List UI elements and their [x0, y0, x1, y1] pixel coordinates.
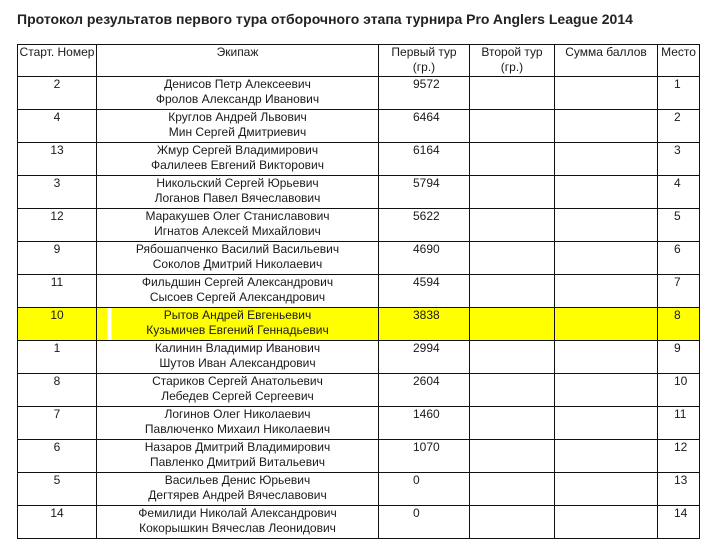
- cell-round2: [470, 506, 555, 539]
- crew-member-2: Соколов Дмитрий Николаевич: [152, 257, 323, 271]
- cell-crew: [97, 407, 379, 440]
- cell-round2: [470, 209, 555, 242]
- table-body: [18, 77, 700, 539]
- cell-place: 14: [658, 506, 700, 539]
- cell-sum: [555, 341, 658, 374]
- crew-member-2: Логанов Павел Вячеславович: [154, 191, 321, 205]
- cell-start-number: 14: [18, 506, 97, 539]
- header-start-number: Старт. Номер: [18, 45, 97, 77]
- table-row: [18, 176, 700, 209]
- cell-round1: 3838: [379, 308, 470, 341]
- results-table: [17, 44, 700, 539]
- crew-member-2: Игнатов Алексей Михайлович: [154, 224, 321, 238]
- cell-crew: [97, 341, 379, 374]
- cell-crew: [97, 275, 379, 308]
- cell-round1: 5794: [379, 176, 470, 209]
- cell-round2: [470, 473, 555, 506]
- table-row: [18, 473, 700, 506]
- cell-start-number: 3: [18, 176, 97, 209]
- cell-round1: 4690: [379, 242, 470, 275]
- cell-start-number: 6: [18, 440, 97, 473]
- table-row: [18, 110, 700, 143]
- cell-crew: [97, 374, 379, 407]
- crew-member-1: Круглов Андрей Львович: [168, 110, 307, 124]
- cell-start-number: 11: [18, 275, 97, 308]
- cell-place: 2: [658, 110, 700, 143]
- table-header-row: [18, 45, 700, 77]
- cell-crew: [97, 77, 379, 110]
- cell-place: 1: [658, 77, 700, 110]
- cell-round1: 9572: [379, 77, 470, 110]
- cell-round1: 5622: [379, 209, 470, 242]
- crew-member-1: Маракушев Олег Станиславович: [145, 209, 330, 223]
- table-row: [18, 341, 700, 374]
- cell-sum: [555, 275, 658, 308]
- crew-member-2: Павленко Дмитрий Витальевич: [149, 455, 326, 469]
- crew-member-1: Калинин Владимир Иванович: [154, 341, 321, 355]
- table-row: [18, 77, 700, 110]
- crew-member-2: Кузьмичев Евгений Геннадьевич: [146, 323, 329, 337]
- cell-round1: 6164: [379, 143, 470, 176]
- cell-crew: [97, 143, 379, 176]
- cell-sum: [555, 176, 658, 209]
- table-row: [18, 209, 700, 242]
- cell-crew: [97, 242, 379, 275]
- cell-start-number: 13: [18, 143, 97, 176]
- cell-place: 12: [658, 440, 700, 473]
- cell-sum: [555, 308, 658, 341]
- cell-place: 10: [658, 374, 700, 407]
- cell-place: 3: [658, 143, 700, 176]
- crew-member-1: Жмур Сергей Владимирович: [156, 143, 319, 157]
- cell-round1: 0: [379, 506, 470, 539]
- header-round2: Второй тур (гр.): [470, 45, 555, 77]
- cell-place: 5: [658, 209, 700, 242]
- cell-place: 4: [658, 176, 700, 209]
- crew-member-1: Назаров Дмитрий Владимирович: [144, 440, 331, 454]
- crew-member-1: Рытов Андрей Евгеньевич: [163, 308, 312, 322]
- cell-sum: [555, 209, 658, 242]
- table-row: [18, 407, 700, 440]
- cell-start-number: 9: [18, 242, 97, 275]
- crew-member-2: Мин Сергей Дмитриевич: [168, 125, 307, 139]
- cell-start-number: 5: [18, 473, 97, 506]
- table-row: [18, 242, 700, 275]
- table-row-highlighted: [18, 308, 700, 341]
- cell-place: 6: [658, 242, 700, 275]
- cell-round1: 6464: [379, 110, 470, 143]
- crew-member-2: Кокорышкин Вячеслав Леонидович: [139, 521, 336, 535]
- cell-round2: [470, 77, 555, 110]
- cell-round2: [470, 242, 555, 275]
- table-row: [18, 440, 700, 473]
- table-row: [18, 143, 700, 176]
- header-place: Место: [658, 45, 700, 77]
- cell-start-number: 12: [18, 209, 97, 242]
- cell-sum: [555, 143, 658, 176]
- cell-sum: [555, 77, 658, 110]
- header-crew: Экипаж: [97, 45, 379, 77]
- cell-round1: 2604: [379, 374, 470, 407]
- cell-round2: [470, 275, 555, 308]
- cell-round1: 0: [379, 473, 470, 506]
- cell-round1: 4594: [379, 275, 470, 308]
- table-row: [18, 374, 700, 407]
- cell-round1: 1070: [379, 440, 470, 473]
- crew-member-2: Сысоев Сергей Александрович: [149, 290, 326, 304]
- crew-member-2: Шутов Иван Александрович: [159, 356, 316, 370]
- crew-member-1: Никольский Сергей Юрьевич: [156, 176, 319, 190]
- cell-sum: [555, 407, 658, 440]
- cell-sum: [555, 110, 658, 143]
- cell-crew: [97, 308, 379, 341]
- cell-place: 7: [658, 275, 700, 308]
- crew-member-1: Фильдшин Сергей Александрович: [141, 275, 334, 289]
- cell-round2: [470, 374, 555, 407]
- cell-crew: [97, 110, 379, 143]
- cell-round1: 2994: [379, 341, 470, 374]
- cell-start-number: 7: [18, 407, 97, 440]
- cell-crew: [97, 209, 379, 242]
- crew-member-1: Стариков Сергей Анатольевич: [152, 374, 323, 388]
- cell-round2: [470, 341, 555, 374]
- crew-member-2: Фалилеев Евгений Викторович: [151, 158, 324, 172]
- cell-round2: [470, 308, 555, 341]
- cell-sum: [555, 440, 658, 473]
- cell-sum: [555, 374, 658, 407]
- crew-member-1: Рябошапченко Василий Васильевич: [135, 242, 340, 256]
- cell-round1: 1460: [379, 407, 470, 440]
- cell-round2: [470, 440, 555, 473]
- crew-member-2: Фролов Александр Иванович: [155, 92, 320, 106]
- crew-member-2: Лебедев Сергей Сергеевич: [161, 389, 314, 403]
- crew-member-2: Павлюченко Михаил Николаевич: [144, 422, 331, 436]
- cell-round2: [470, 176, 555, 209]
- cell-crew: [97, 440, 379, 473]
- header-sum: Сумма баллов: [555, 45, 658, 77]
- cell-place: 8: [658, 308, 700, 341]
- page-title: Протокол результатов первого тура отборочного этапа турнира Pro Anglers League 2014: [17, 11, 633, 27]
- cell-start-number: 10: [18, 308, 97, 341]
- cell-round2: [470, 143, 555, 176]
- table-row: [18, 275, 700, 308]
- cell-start-number: 1: [18, 341, 97, 374]
- cell-place: 11: [658, 407, 700, 440]
- cell-crew: [97, 506, 379, 539]
- cell-sum: [555, 242, 658, 275]
- header-round1: Первый тур (гр.): [379, 45, 470, 77]
- cell-round2: [470, 407, 555, 440]
- crew-member-2: Дегтярев Андрей Вячеславович: [148, 488, 327, 502]
- cell-sum: [555, 506, 658, 539]
- cell-start-number: 8: [18, 374, 97, 407]
- crew-member-1: Логинов Олег Николаевич: [164, 407, 311, 421]
- crew-member-1: Фемилиди Николай Александрович: [138, 506, 337, 520]
- cell-place: 13: [658, 473, 700, 506]
- cell-start-number: 2: [18, 77, 97, 110]
- crew-member-1: Васильев Денис Юрьевич: [164, 473, 311, 487]
- cell-crew: [97, 176, 379, 209]
- cell-sum: [555, 473, 658, 506]
- cell-round2: [470, 110, 555, 143]
- table-row: [18, 506, 700, 539]
- cell-place: 9: [658, 341, 700, 374]
- cell-crew: [97, 473, 379, 506]
- crew-member-1: Денисов Петр Алексеевич: [164, 77, 311, 91]
- cell-start-number: 4: [18, 110, 97, 143]
